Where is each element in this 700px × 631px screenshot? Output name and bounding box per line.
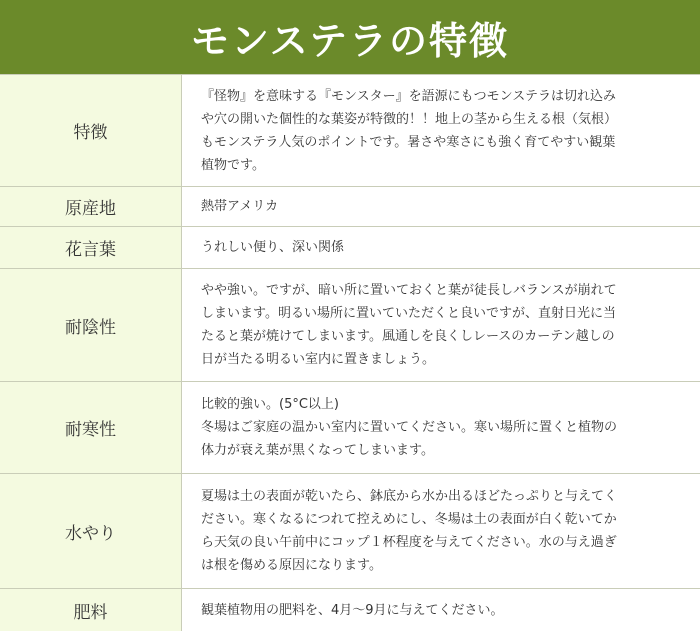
row-value: やや強い。ですが、暗い所に置いておくと葉が徒長しバランスが崩れて しまいます。明るい場所に置いていただくと良いですが、直射日光に当 たると葉が焼けてしまいます。風通しを良くしレースのカーテン越しの 日が当たる明るい室内に置きましょう。 — [201, 283, 617, 367]
table-row-shade-tolerance — [0, 269, 700, 382]
row-label: 耐寒性 — [0, 382, 182, 473]
row-label: 花言葉 — [0, 227, 182, 268]
page-title: モンステラの特徴 — [190, 17, 510, 63]
table-row-origin — [0, 187, 700, 227]
header-banner — [0, 0, 700, 74]
row-value: 夏場は土の表面が乾いたら、鉢底から水か出るほどたっぷりと与えてく ださい。寒くなるにつれて控えめにし、冬場は土の表面が白く乾いてか ら天気の良い午前中にコップ１杯程度を与えてください。水の与え過ぎ は根を傷める原因になります。 — [201, 489, 618, 573]
row-label: 肥料 — [0, 589, 182, 631]
table-row-features — [0, 75, 700, 187]
table-row-cold-tolerance — [0, 382, 700, 474]
table-row-fertilizer — [0, 589, 700, 631]
row-value: 比較的強い。(5°C以上) 冬場はご家庭の温かい室内に置いてください。寒い場所に置くと植物の 体力が衰え葉が黒くなってしまいます。 — [201, 397, 618, 458]
row-value: 観葉植物用の肥料を、4月～9月に与えてください。 — [201, 602, 504, 618]
row-label: 特徴 — [0, 75, 182, 186]
table-row-flower-language — [0, 227, 700, 269]
row-label: 耐陰性 — [0, 269, 182, 381]
row-value: 熱帯アメリカ — [201, 199, 279, 214]
row-value: 『怪物』を意味する『モンスター』を語源にもつモンステラは切れ込み や穴の開いた個性的な葉姿が特徴的！！地上の茎から生える根（気根） もモンステラ人気のポイントです。暑さや寒さにも強く育てやすい観葉 植物です。 — [201, 88, 618, 173]
feature-table — [0, 74, 700, 631]
table-row-watering — [0, 474, 700, 589]
row-value: うれしい便り、深い関係 — [201, 240, 345, 255]
row-label: 原産地 — [0, 187, 182, 226]
row-label: 水やり — [0, 474, 182, 588]
